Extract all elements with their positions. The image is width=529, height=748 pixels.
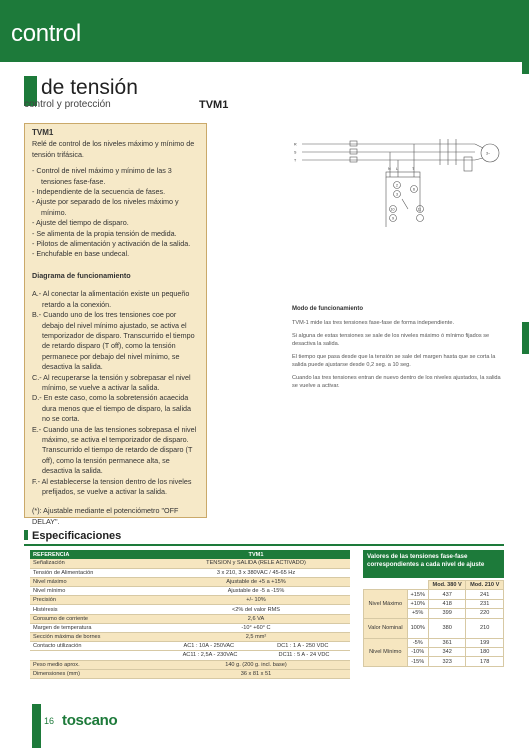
page-number: 16 bbox=[44, 716, 55, 726]
contact-value: DC11 : 5 A - 24 VDC bbox=[278, 652, 330, 659]
feature-item: - Independiente de la secuencia de fases. bbox=[32, 187, 166, 197]
description-heading: TVM1 bbox=[32, 128, 54, 137]
spec-label: Nivel mínimo bbox=[30, 587, 162, 596]
page-title: de tensión bbox=[41, 76, 138, 99]
phase-label: S bbox=[294, 150, 297, 155]
spec-label: Dimensiones (mm) bbox=[30, 669, 162, 678]
wiring-diagram bbox=[290, 127, 515, 242]
spec-label: Peso medio aprox. bbox=[30, 660, 162, 669]
spec-label: Precisión bbox=[30, 596, 162, 605]
voltage-value: 199 bbox=[466, 638, 504, 647]
voltage-value: 361 bbox=[428, 638, 466, 647]
spec-value: <2% del valor RMS bbox=[162, 605, 350, 614]
table-row bbox=[30, 596, 350, 605]
voltage-level: -5% bbox=[407, 638, 428, 647]
side-tab-marker bbox=[522, 322, 529, 354]
voltage-level: +15% bbox=[407, 590, 428, 599]
voltage-panel bbox=[363, 550, 504, 667]
voltage-table-header: Valores de las tensiones fase-fase correspondientes a cada nivel de ajuste bbox=[363, 550, 504, 578]
spec-value: -10° +60° C bbox=[162, 623, 350, 632]
table-row bbox=[30, 577, 350, 586]
terminal-label: 2 bbox=[396, 183, 398, 188]
description-box bbox=[24, 123, 207, 526]
terminal-label: 11 bbox=[417, 207, 422, 212]
feature-item: - Se alimenta de la propia tensión de medida. bbox=[32, 228, 177, 238]
mode-section bbox=[292, 305, 507, 395]
section-title: control bbox=[11, 20, 81, 47]
voltage-group-label: Nivel Máximo bbox=[364, 590, 408, 618]
voltage-group-label: Valor Nominal bbox=[364, 618, 408, 638]
specs-table bbox=[30, 550, 350, 679]
step-item: A.- Al conectar la alimentación existe un pequeño retardo a la conexión. bbox=[32, 289, 190, 309]
phase-label: T bbox=[294, 158, 297, 163]
spec-value: 36 x 81 x 51 bbox=[162, 669, 350, 678]
feature-item: - Control de nivel máximo y mínimo de las 3 tensiones fase-fase. bbox=[32, 166, 172, 186]
mode-paragraph: Si alguna de estas tensiones se sale de los niveles máximo ó mínimo fijados se desactiva la salida. bbox=[292, 333, 490, 347]
mode-paragraph: Cuando las tres tensiones entran de nuevo dentro de los niveles ajustados, la salida se vuelve a activar. bbox=[292, 375, 501, 389]
spec-label: Sección máxima de bornes bbox=[30, 633, 162, 642]
voltage-value: 342 bbox=[428, 647, 466, 656]
spec-value: Ajustable de +5 a +15% bbox=[162, 577, 350, 586]
specs-col-model: TVM1 bbox=[162, 550, 350, 559]
step-item: E.- Cuando una de las tensiones sobrepasa el nivel máximo, se activa el temporizador de disparo. Transcurrido el tiempo de retardo de disparo (T off), como la tensión permanece alta, se desactiva la salida. bbox=[32, 424, 197, 476]
voltage-level: -15% bbox=[407, 657, 428, 666]
table-row bbox=[30, 642, 350, 651]
description-intro: Relé de control de los niveles máximo y mínimo de tensión trifásica. bbox=[32, 139, 195, 159]
specs-col-reference: REFERENCIA bbox=[30, 550, 162, 559]
spec-label: Histéresis bbox=[30, 605, 162, 614]
spec-label: Nivel máximo bbox=[30, 577, 162, 586]
table-row bbox=[30, 623, 350, 632]
terminal-label: 3 bbox=[396, 192, 398, 197]
motor-label: 3~ bbox=[486, 151, 491, 156]
mode-paragraph: TVM-1 mide las tres tensiones fase-fase de forma independiente. bbox=[292, 320, 454, 326]
step-item: C.- Al recuperarse la tensión y sobrepasar el nivel mínimo, se vuelve a activar la salida. bbox=[32, 372, 191, 392]
voltage-value: 210 bbox=[466, 618, 504, 638]
feature-item: - Ajuste por separado de los niveles máximo y mínimo. bbox=[32, 197, 179, 217]
spec-value: 3 x 210, 3 x 380VAC / 45-65 Hz bbox=[162, 568, 350, 577]
section-header-bar bbox=[0, 0, 529, 62]
spec-label: Consumo de corriente bbox=[30, 614, 162, 623]
spec-value: 2,5 mm² bbox=[162, 633, 350, 642]
spec-label: Señalización bbox=[30, 559, 162, 568]
step-item: F.- Al establecerse la tension dentro de los niveles prefijados, se vuelve a activar la salida. bbox=[32, 476, 192, 496]
spec-value: TENSION y SALIDA (RELE ACTIVADO) bbox=[162, 559, 350, 568]
mode-heading: Modo de funcionamiento bbox=[292, 306, 363, 312]
voltage-value: 380 bbox=[428, 618, 466, 638]
terminal-label: N bbox=[388, 167, 391, 171]
table-row bbox=[30, 669, 350, 678]
voltage-group-label: Nivel Mínimo bbox=[364, 638, 408, 666]
feature-item: - Pilotos de alimentación y activación de la salida. bbox=[32, 239, 191, 249]
model-name: TVM1 bbox=[199, 99, 229, 111]
step-list bbox=[32, 289, 199, 497]
voltage-value: 241 bbox=[466, 590, 504, 599]
brand-logo: toscano bbox=[62, 712, 118, 729]
voltage-value: 231 bbox=[466, 599, 504, 608]
feature-item: - Enchufable en base undecal. bbox=[32, 249, 130, 259]
voltage-value: 418 bbox=[428, 599, 466, 608]
feature-item: - Ajuste del tiempo de disparo. bbox=[32, 218, 129, 228]
page-subtitle: control y protección bbox=[24, 99, 111, 110]
table-row bbox=[30, 660, 350, 669]
specs-heading-text: Especificaciones bbox=[32, 530, 122, 542]
voltage-value: 437 bbox=[428, 590, 466, 599]
table-row bbox=[30, 568, 350, 577]
table-row bbox=[30, 651, 350, 660]
table-row bbox=[30, 605, 350, 614]
contact-value: AC11 : 2,5A - 230VAC bbox=[182, 652, 238, 659]
step-item: B.- Cuando uno de los tres tensiones coe por debajo del nivel mínimo ajustado, se activa el temporizador de disparo. Transcurrido el tiempo de retardo disparo (T off), como la tensión permanece por debajo del nivel mínimo, se desactiva la salida. bbox=[32, 310, 195, 372]
spec-label: Tensión de Alimentación bbox=[30, 568, 162, 577]
voltage-value: 180 bbox=[466, 647, 504, 656]
footer-accent-bar bbox=[32, 704, 41, 748]
voltage-value: 399 bbox=[428, 609, 466, 618]
spec-value: 140 g. (200 g. incl. base) bbox=[162, 660, 350, 669]
specs-heading bbox=[24, 530, 504, 546]
voltage-level: +10% bbox=[407, 599, 428, 608]
footnote: (*): Ajustable mediante el potenciómetro "OFF DELAY". bbox=[32, 506, 179, 526]
spec-label: Margen de temperatura bbox=[30, 623, 162, 632]
spec-value: +/- 10% bbox=[162, 596, 350, 605]
table-row bbox=[364, 618, 504, 638]
voltage-level: +5% bbox=[407, 609, 428, 618]
voltage-level: 100% bbox=[407, 618, 428, 638]
voltage-col-210: Mod. 210 V bbox=[466, 581, 504, 590]
spec-label: Contacto utilización bbox=[30, 642, 162, 651]
table-row bbox=[30, 633, 350, 642]
voltage-level: -10% bbox=[407, 647, 428, 656]
table-row bbox=[30, 559, 350, 568]
spec-value: Ajustable de -5 a -15% bbox=[162, 587, 350, 596]
contact-value: DC1 : 1 A - 250 VDC bbox=[277, 643, 329, 650]
step-item: D.- En este caso, como la sobretensión acaecida dura menos que el tiempo de disparo, la salida no se corta. bbox=[32, 393, 192, 424]
terminal-label: L bbox=[396, 167, 398, 171]
heading-accent bbox=[24, 530, 28, 540]
feature-list bbox=[32, 166, 199, 260]
diagram-heading: Diagrama de funcionamiento bbox=[32, 270, 131, 280]
voltage-value: 178 bbox=[466, 657, 504, 666]
side-tab-marker bbox=[522, 62, 529, 74]
terminal-label: 6 bbox=[413, 187, 415, 192]
table-row bbox=[364, 590, 504, 599]
terminal-label: 9 bbox=[392, 216, 394, 221]
terminal-label: 10 bbox=[390, 207, 395, 212]
spec-value: 2,6 VA bbox=[162, 614, 350, 623]
table-row bbox=[30, 614, 350, 623]
contact-value: AC1 : 10A - 250VAC bbox=[183, 643, 235, 650]
table-row bbox=[364, 638, 504, 647]
phase-label: R bbox=[294, 142, 297, 147]
voltage-col-380: Mod. 380 V bbox=[428, 581, 466, 590]
voltage-table bbox=[363, 580, 504, 667]
mode-paragraph: El tiempo que pasa desde que la tensión se sale del margen hasta que se corta la salida puede ajustarse desde 0,2 seg. a 10 seg. bbox=[292, 354, 496, 368]
terminal-label: T bbox=[412, 167, 415, 171]
voltage-value: 323 bbox=[428, 657, 466, 666]
table-row bbox=[30, 587, 350, 596]
voltage-value: 220 bbox=[466, 609, 504, 618]
